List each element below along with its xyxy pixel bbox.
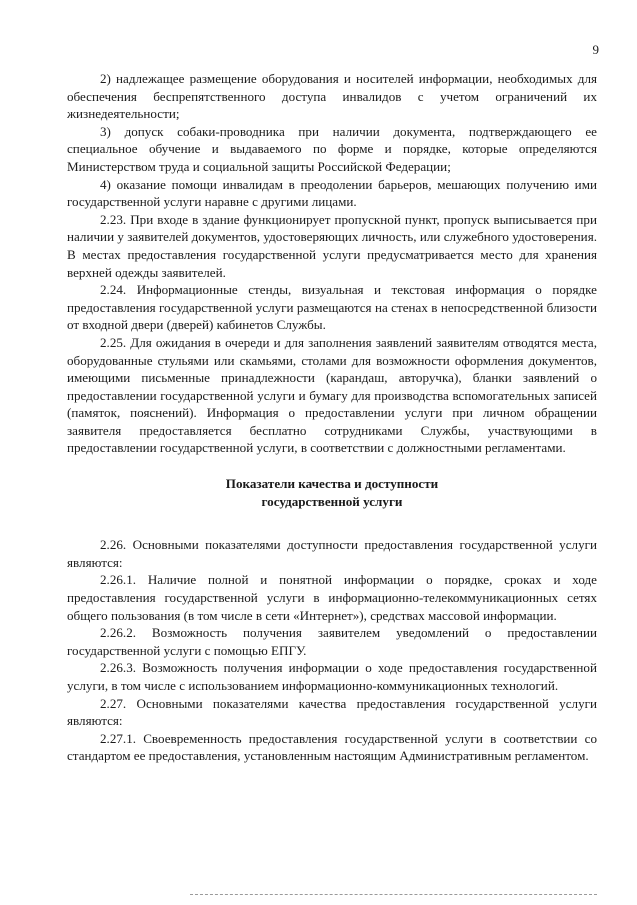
- section-heading: [67, 475, 597, 510]
- paragraph-2-26-3: 2.26.3. Возможность получения информации о ходе предоставления государственной услуги, в том числе с использованием информационно-коммуникационных технологий.: [67, 660, 597, 693]
- page-number: 9: [592, 42, 599, 57]
- section-heading-line-2: государственной услуги: [261, 493, 403, 509]
- paragraph-2-23: 2.23. При входе в здание функционирует пропускной пункт, пропуск выписывается при наличии у заявителей документов, удостоверяющих личность, или служебного удостоверения. В местах предоставления государственной услуги предусматривается место для хранения верхней одежды заявителей.: [67, 211, 597, 280]
- paragraph-2-25: 2.25. Для ожидания в очереди и для заполнения заявлений заявителям отводятся места, оборудованные стульями или скамьями, столами для возможности оформления документов, имеющими письменные принадлежности (карандаш, авторучка), бланки заявлений о предоставлении государственной услуги и бумагу для производства вспомогательных записей (памяток, пояснений). Информация о предоставлении услуги при личном обращении заявителя предоставляется бесплатно сотрудниками Службы, участвующими в предоставлении государственной услуги, в соответствии с должностными регламентами.: [67, 334, 597, 456]
- paragraph-item-2: 2) надлежащее размещение оборудования и носителей информации, необходимых для обеспечения беспрепятственного доступа инвалидов с учетом ограничений их жизнедеятельности;: [67, 71, 597, 122]
- section-heading-line-1: Показатели качества и доступности: [225, 476, 439, 492]
- paragraph-2-27-1: 2.27.1. Своевременность предоставления государственной услуги в соответствии со стандартом ее предоставления, установленным настоящим Административным регламентом.: [67, 730, 597, 764]
- paragraph-2-24: 2.24. Информационные стенды, визуальная и текстовая информация о порядке предоставления государственной услуги размещаются на стенах в непосредственной близости от входной двери (дверей) кабинетов Службы.: [67, 282, 597, 333]
- paragraph-item-3: 3) допуск собаки-проводника при наличии документа, подтверждающего ее специальное обучение и выдаваемого по форме и порядке, которые определяются Министерством труда и социальной защиты Российской Федерации;: [67, 123, 597, 174]
- paragraph-item-4: 4) оказание помощи инвалидам в преодолении барьеров, мешающих получению ими государственной услуги наравне с другими лицами.: [67, 176, 597, 210]
- paragraph-2-26-2: 2.26.2. Возможность получения заявителем уведомлений о предоставлении государственной услуги с помощью ЕПГУ.: [67, 625, 597, 658]
- paragraph-2-26-1: 2.26.1. Наличие полной и понятной информации о порядке, сроках и ходе предоставления государственной услуги в информационно-телекоммуникационных сетях общего пользования (в том числе в сети «Интернет»), средствах массовой информации.: [67, 572, 597, 623]
- scan-footer-line: [190, 894, 597, 895]
- paragraph-2-26: 2.26. Основными показателями доступности предоставления государственной услуги являются:: [67, 537, 597, 570]
- document-body: [67, 70, 597, 765]
- paragraph-2-27: 2.27. Основными показателями качества предоставления государственной услуги являются:: [67, 695, 597, 729]
